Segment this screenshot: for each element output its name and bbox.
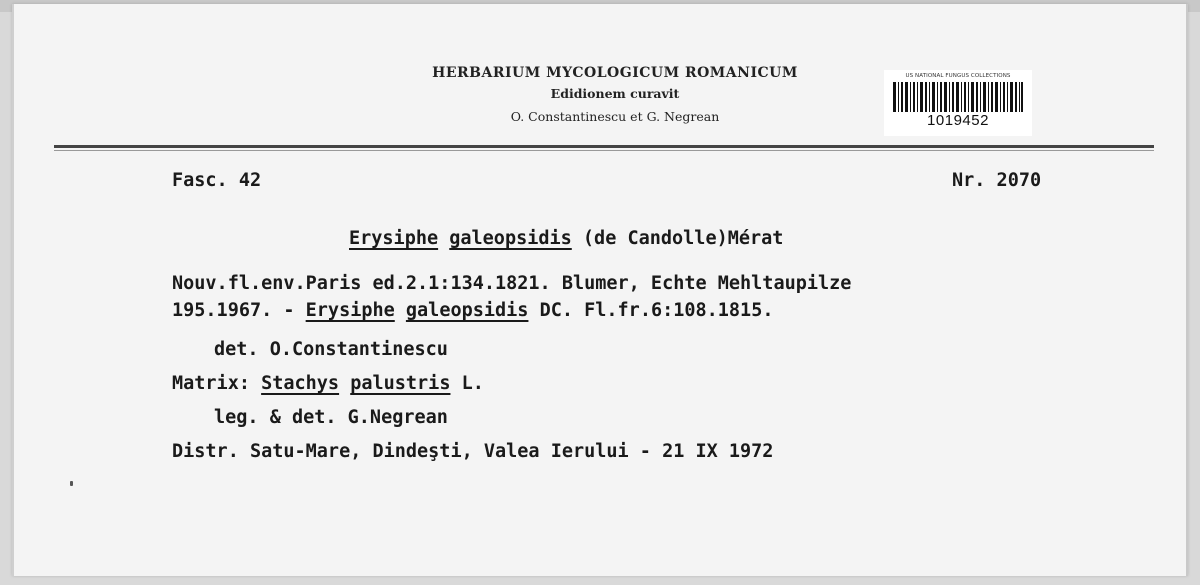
citation-line-2 bbox=[172, 300, 773, 321]
taxon-genus: Erysiphe bbox=[349, 228, 439, 249]
matrix-label: Matrix: bbox=[172, 373, 262, 394]
determiner: det. O.Constantinescu bbox=[214, 339, 448, 360]
collector: leg. & det. G.Negrean bbox=[214, 407, 448, 428]
exsiccata-number: Nr. 2070 bbox=[952, 170, 1042, 191]
matrix-epithet: palustris bbox=[350, 373, 451, 394]
citation-epithet: galeopsidis bbox=[405, 300, 529, 321]
matrix-line bbox=[172, 373, 484, 394]
taxon-name bbox=[349, 228, 783, 249]
barcode-number: 1019452 bbox=[927, 112, 989, 129]
header-divider bbox=[54, 145, 1154, 148]
fascicle-number: Fasc. 42 bbox=[172, 170, 262, 191]
citation-genus: Erysiphe bbox=[305, 300, 395, 321]
barcode-icon bbox=[893, 82, 1023, 112]
barcode-label bbox=[884, 70, 1032, 136]
label-header bbox=[410, 62, 820, 130]
matrix-authority: L. bbox=[450, 373, 484, 394]
herbarium-title: HERBARIUM MYCOLOGICUM ROMANICUM bbox=[432, 65, 798, 81]
barcode-caption: US NATIONAL FUNGUS COLLECTIONS bbox=[905, 73, 1011, 79]
taxon-epithet: galeopsidis bbox=[449, 228, 572, 249]
herbarium-editors: O. Constantinescu et G. Negrean bbox=[510, 109, 720, 124]
ink-speck bbox=[70, 481, 73, 486]
citation-suffix: DC. Fl.fr.6:108.1815. bbox=[528, 300, 774, 321]
matrix-genus: Stachys bbox=[261, 373, 340, 394]
header-divider-thin bbox=[54, 150, 1154, 151]
citation-line-1: Nouv.fl.env.Paris ed.2.1:134.1821. Blumer, Echte Mehltaupilze bbox=[172, 273, 852, 294]
citation-prefix: 195.1967. - bbox=[172, 300, 306, 321]
locality: Distr. Satu-Mare, Dindeşti, Valea Ierului - 21 IX 1972 bbox=[172, 441, 774, 462]
taxon-authority: (de Candolle)Mérat bbox=[582, 228, 784, 249]
herbarium-subtitle: Edidionem curavit bbox=[550, 86, 680, 101]
